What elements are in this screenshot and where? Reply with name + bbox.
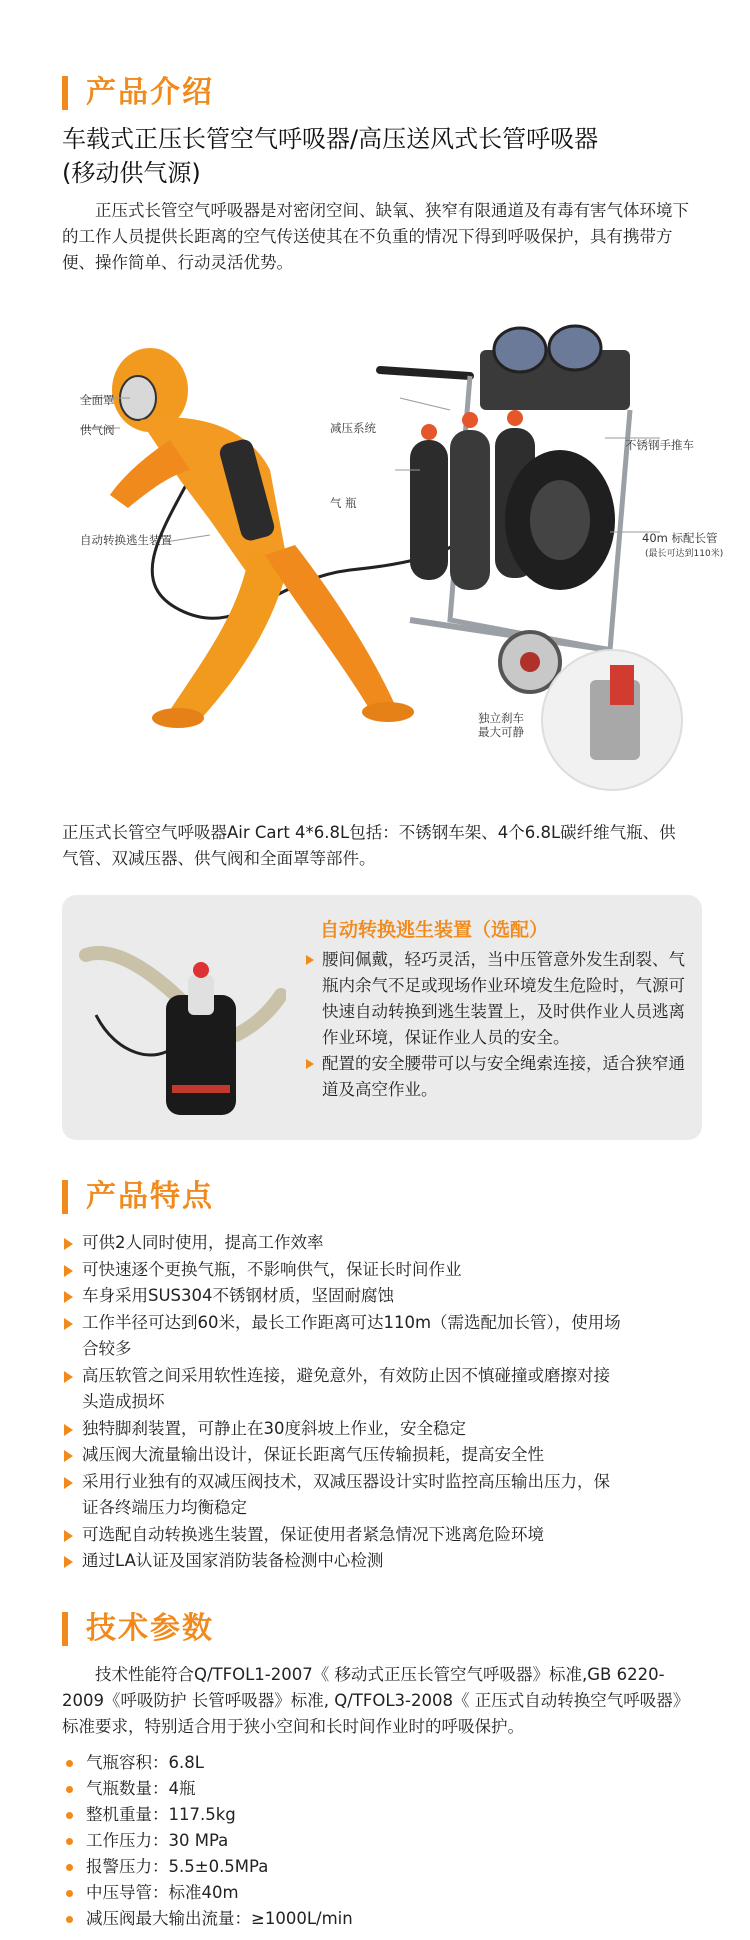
section-title-features: 产品特点 <box>86 1179 214 1214</box>
spec-list <box>62 1750 353 1932</box>
list-item: 中压导管：标准40m <box>62 1880 353 1906</box>
feature-list <box>62 1230 622 1575</box>
label-cylinder: 气 瓶 <box>330 496 357 510</box>
list-item: 可选配自动转换逃生装置，保证使用者紧急情况下逃离危险环境 <box>62 1522 622 1549</box>
list-item: 减压阀大流量输出设计，保证长距离气压传输损耗，提高安全性 <box>62 1442 622 1469</box>
list-item: 气瓶容积：6.8L <box>62 1750 353 1776</box>
escape-device-box <box>62 895 702 1140</box>
list-item: 腰间佩戴，轻巧灵活，当中压管意外发生刮裂、气瓶内余气不足或现场作业环境发生危险时，气源可快速自动转换到逃生装置上，及时供作业人员逃离作业环境，保证作业人员的安全。 <box>306 947 686 1051</box>
section-accent-bar <box>62 1612 68 1646</box>
section-accent-bar <box>62 1180 68 1214</box>
section-title-intro: 产品介绍 <box>86 75 214 110</box>
product-illustration <box>50 320 730 820</box>
label-mask: 全面罩 <box>80 393 115 407</box>
list-item: 工作半径可达到60米，最长工作距离可达110m（需选配加长管），使用场合较多 <box>62 1310 622 1363</box>
escape-device-image <box>76 915 286 1125</box>
brake-closeup <box>542 650 682 790</box>
list-item: 减压阀最大输出流量：≥1000L/min <box>62 1906 353 1932</box>
section-title-specs: 技术参数 <box>86 1611 214 1646</box>
list-item: 工作压力：30 MPa <box>62 1828 353 1854</box>
list-item: 报警压力：5.5±0.5MPa <box>62 1854 353 1880</box>
section-accent-bar <box>62 76 68 110</box>
label-supply-valve: 供气阀 <box>80 423 115 437</box>
label-brake-note: 最大可静 <box>478 725 524 739</box>
list-item: 车身采用SUS304不锈钢材质，坚固耐腐蚀 <box>62 1283 622 1310</box>
label-hose-note: (最长可达到110米) <box>645 549 724 559</box>
intro-description: 正压式长管空气呼吸器是对密闭空间、缺氧、狭窄有限通道及有毒有害气体环境下的工作人员提供长距离的空气传送使其在不负重的情况下得到呼吸保护，具有携带方便、操作简单、行动灵活优势。 <box>62 201 689 272</box>
list-item: 整机重量：117.5kg <box>62 1802 353 1828</box>
list-item: 高压软管之间采用软性连接，避免意外，有效防止因不慎碰撞或磨擦对接头造成损坏 <box>62 1363 622 1416</box>
product-subtitle: (移动供气源) <box>62 159 201 187</box>
escape-device-drawing <box>76 915 286 1125</box>
list-item: 配置的安全腰带可以与安全绳索连接，适合狭窄通道及高空作业。 <box>306 1051 686 1103</box>
escape-device-list <box>306 947 686 1103</box>
list-item: 可供2人同时使用，提高工作效率 <box>62 1230 622 1257</box>
list-item: 独特脚刹装置，可静止在30度斜坡上作业，安全稳定 <box>62 1416 622 1443</box>
specs-description: 技术性能符合Q/TFOL1-2007《 移动式正压长管空气呼吸器》标准,GB 6220-2009《呼吸防护 长管呼吸器》标准, Q/TFOL3-2008《 正压式自动转换空气呼吸器》标准要求，特别适合用于狭小空间和长时间作业时的呼吸保护。 <box>62 1665 690 1736</box>
product-title: 车载式正压长管空气呼吸器/高压送风式长管呼吸器 <box>62 125 599 153</box>
label-auto-switch: 自动转换逃生装置 <box>80 533 172 547</box>
list-item: 气瓶数量：4瓶 <box>62 1776 353 1802</box>
cart-caption: 正压式长管空气呼吸器Air Cart 4*6.8L包括：不锈钢车架、4个6.8L碳纤维气瓶、供气管、双减压器、供气阀和全面罩等部件。 <box>62 823 676 868</box>
product-drawing <box>50 320 730 820</box>
list-item: 采用行业独有的双减压阀技术，双减压器设计实时监控高压输出压力，保证各终端压力均衡稳定 <box>62 1469 622 1522</box>
label-hose: 40m 标配长管 <box>642 531 718 545</box>
label-cart: 不锈钢手推车 <box>625 438 694 452</box>
label-brake: 独立刹车 <box>478 711 524 725</box>
escape-device-title: 自动转换逃生装置（选配） <box>320 919 549 941</box>
label-pressure-system: 减压系统 <box>330 421 376 435</box>
list-item: 通过LA认证及国家消防装备检测中心检测 <box>62 1548 622 1575</box>
list-item: 可快速逐个更换气瓶，不影响供气，保证长时间作业 <box>62 1257 622 1284</box>
air-cart <box>380 326 630 692</box>
